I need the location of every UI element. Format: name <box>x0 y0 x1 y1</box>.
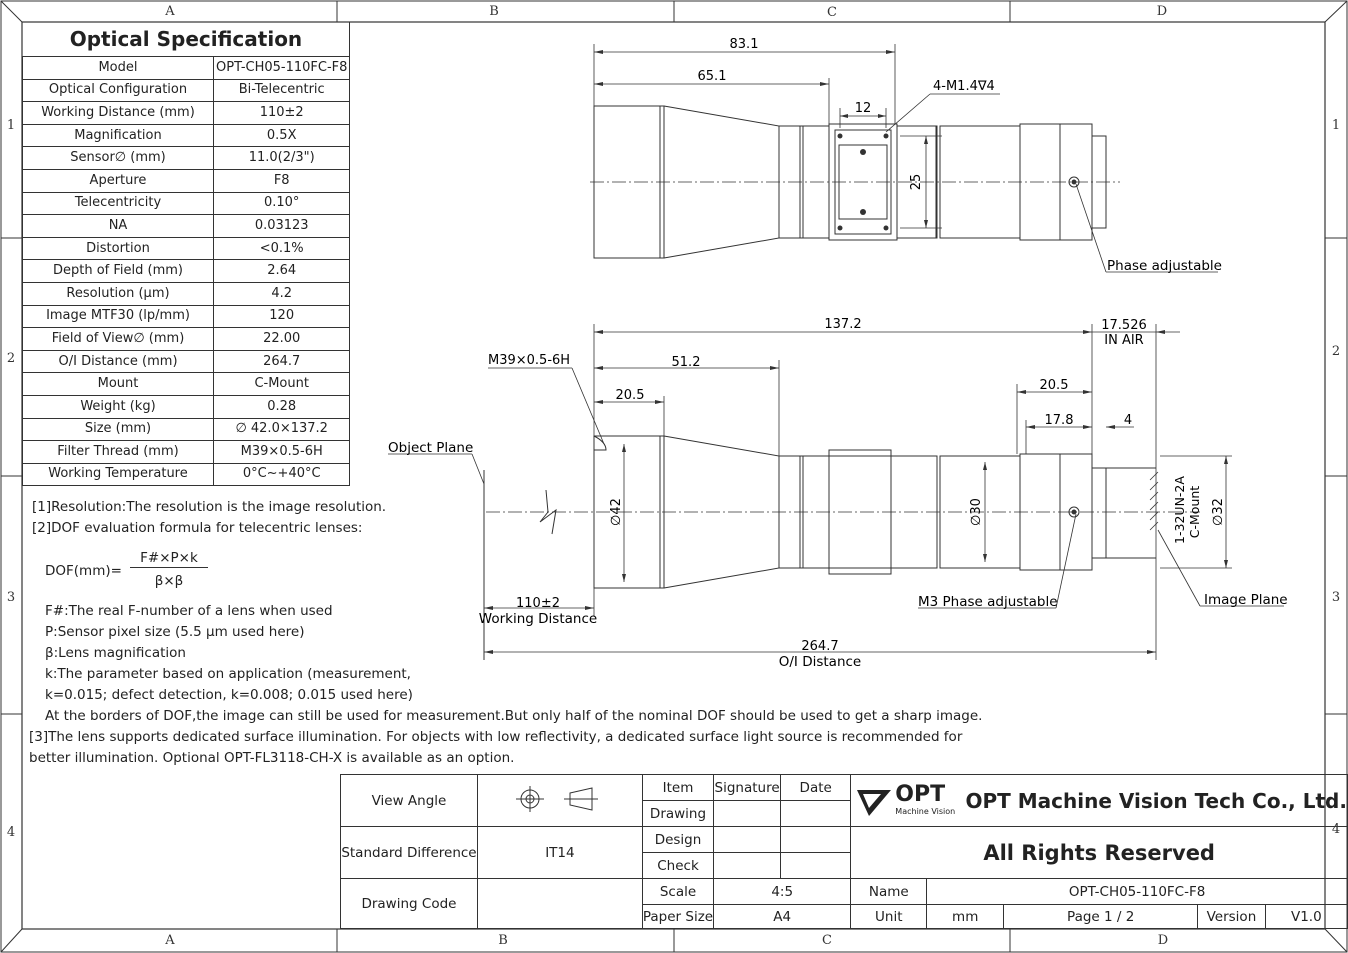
spec-value: 0.10° <box>214 192 350 215</box>
spec-label: Working Distance (mm) <box>23 102 214 125</box>
dim-rear-ring: 17.8 <box>1044 413 1074 428</box>
drawing-row-label: Drawing <box>642 801 713 827</box>
row-label-2-left: 2 <box>6 351 16 366</box>
drawing-signature-cell <box>714 801 781 827</box>
dim-rear-section: 20.5 <box>1039 378 1069 393</box>
view-angle-symbol <box>477 775 642 827</box>
spec-label: Distortion <box>23 237 214 260</box>
spec-value: <0.1% <box>214 237 350 260</box>
dim-front-section: 51.2 <box>671 355 701 370</box>
spec-value: 2.64 <box>214 260 350 283</box>
dim-front-diameter: ∅42 <box>609 498 624 526</box>
dim-plate-width: 12 <box>854 101 872 116</box>
company-name: OPT Machine Vision Tech Co., Ltd. <box>965 788 1347 813</box>
check-signature-cell <box>714 853 781 879</box>
object-plane-label: Object Plane <box>388 440 474 456</box>
spec-label: Field of View∅ (mm) <box>23 328 214 351</box>
in-air-label: IN AIR <box>1104 333 1144 348</box>
opt-logo-mark-icon <box>855 784 893 818</box>
paper-size-label: Paper Size <box>642 905 713 929</box>
drawing-code-label: Drawing Code <box>341 879 478 929</box>
note-k-values: k=0.015; defect detection, k=0.008; 0.015 used here) <box>45 687 413 703</box>
logo-subtext: Machine Vision <box>895 806 956 816</box>
dof-formula-denominator: β×β <box>154 573 184 589</box>
dim-rear-diameter: ∅32 <box>1211 498 1226 526</box>
filter-thread-callout: M39×0.5-6H <box>488 353 571 368</box>
spec-value: 11.0(2/3") <box>214 147 350 170</box>
spec-label: O/I Distance (mm) <box>23 350 214 373</box>
name-label: Name <box>851 879 927 905</box>
spec-value: F8 <box>214 169 350 192</box>
dim-back-focus: 17.526 <box>1101 318 1147 333</box>
note-magnification: β:Lens magnification <box>45 645 186 661</box>
rights-banner: All Rights Reserved <box>851 827 1348 879</box>
note-f-number: F#:The real F-number of a lens when used <box>45 603 333 619</box>
check-row-label: Check <box>642 853 713 879</box>
spec-value: 120 <box>214 305 350 328</box>
oi-distance-label: O/I Distance <box>778 654 862 670</box>
spec-value: 264.7 <box>214 350 350 373</box>
spec-label: Optical Configuration <box>23 79 214 102</box>
row-label-3-left: 3 <box>6 590 16 605</box>
item-header: Item <box>642 775 713 801</box>
spec-label: Telecentricity <box>23 192 214 215</box>
row-label-1-left: 1 <box>6 118 16 133</box>
note-illumination-1: [3]The lens supports dedicated surface illumination. For objects with low reflectivity, a dedicated surface light source is recommended for <box>29 729 963 745</box>
column-label-c-bottom: C <box>822 933 832 948</box>
check-date-cell <box>781 853 851 879</box>
spec-label: Image MTF30 (lp/mm) <box>23 305 214 328</box>
spec-label: Working Temperature <box>23 463 214 486</box>
note-pixel-size: P:Sensor pixel size (5.5 μm used here) <box>45 624 305 640</box>
dim-overall-length: 83.1 <box>729 37 759 52</box>
spec-value: ∅ 42.0×137.2 <box>214 418 350 441</box>
page-number: Page 1 / 2 <box>1004 905 1198 929</box>
row-label-4-left: 4 <box>6 825 16 840</box>
note-illumination-2: better illumination. Optional OPT-FL3118-CH-X is available as an option. <box>29 750 515 766</box>
version-value: V1.0 <box>1265 905 1347 929</box>
name-value: OPT-CH05-110FC-F8 <box>927 879 1348 905</box>
column-label-b-top: B <box>489 4 499 19</box>
spec-value: 0°C~+40°C <box>214 463 350 486</box>
m3-phase-callout: M3 Phase adjustable <box>918 594 1058 610</box>
title-block <box>340 774 1348 929</box>
scale-value: 4:5 <box>714 879 851 905</box>
standard-difference-label: Standard Difference <box>341 827 478 879</box>
spec-value: 4.2 <box>214 282 350 305</box>
signature-header: Signature <box>714 775 781 801</box>
spec-label: NA <box>23 215 214 238</box>
spec-label: Mount <box>23 373 214 396</box>
projection-symbol-icon <box>510 784 610 814</box>
spec-value: 0.28 <box>214 395 350 418</box>
column-label-b-bottom: B <box>498 933 508 948</box>
spec-value: 110±2 <box>214 102 350 125</box>
dim-plate-height: 25 <box>909 173 924 191</box>
date-header: Date <box>781 775 851 801</box>
spec-value: Bi-Telecentric <box>214 79 350 102</box>
logo-text: OPT <box>895 781 946 807</box>
spec-label: Size (mm) <box>23 418 214 441</box>
spec-value: OPT-CH05-110FC-F8 <box>214 57 350 80</box>
scale-label: Scale <box>642 879 713 905</box>
spec-label: Filter Thread (mm) <box>23 441 214 464</box>
dim-front-to-plate: 65.1 <box>697 69 727 84</box>
design-date-cell <box>781 827 851 853</box>
note-dof-intro: [2]DOF evaluation formula for telecentric lenses: <box>32 520 363 536</box>
column-label-a-bottom: A <box>165 933 175 948</box>
view-angle-label: View Angle <box>341 775 478 827</box>
standard-difference-value: IT14 <box>477 827 642 879</box>
dim-front-barrel: 20.5 <box>615 388 645 403</box>
column-label-c-top: C <box>827 5 837 20</box>
spec-label: Aperture <box>23 169 214 192</box>
unit-label: Unit <box>851 905 927 929</box>
spec-label: Model <box>23 57 214 80</box>
note-dof-borders: At the borders of DOF,the image can still be used for measurement.But only half of the nominal DOF should be used to get a sharp image. <box>45 708 983 724</box>
spec-title: Optical Specification <box>23 22 350 57</box>
spec-label: Depth of Field (mm) <box>23 260 214 283</box>
version-label: Version <box>1198 905 1265 929</box>
design-signature-cell <box>714 827 781 853</box>
unit-value: mm <box>927 905 1004 929</box>
spec-label: Resolution (μm) <box>23 282 214 305</box>
company-header <box>851 775 1348 827</box>
note-resolution: [1]Resolution:The resolution is the image resolution. <box>32 499 387 515</box>
drawing-code-value <box>477 879 642 929</box>
working-distance-value: 110±2 <box>516 596 560 611</box>
phase-adjustable-callout: Phase adjustable <box>1107 258 1222 274</box>
spec-label: Sensor∅ (mm) <box>23 147 214 170</box>
column-label-a-top: A <box>165 4 175 19</box>
thread-spec-label: 1-32UN-2A <box>1172 476 1187 544</box>
drawing-date-cell <box>781 801 851 827</box>
screw-callout: 4-M1.4∇4 <box>933 79 995 94</box>
oi-distance-value: 264.7 <box>801 639 839 654</box>
dof-formula-numerator: F#×P×k <box>130 549 208 568</box>
spec-value: 0.5X <box>214 124 350 147</box>
spec-label: Magnification <box>23 124 214 147</box>
dof-formula-label: DOF(mm)= <box>45 563 122 579</box>
column-label-d-bottom: D <box>1157 933 1169 948</box>
dim-mount-offset: 4 <box>1123 413 1133 428</box>
spec-value: M39×0.5-6H <box>214 441 350 464</box>
row-label-1-right: 1 <box>1331 118 1341 133</box>
spec-value: 0.03123 <box>214 215 350 238</box>
row-label-3-right: 3 <box>1331 590 1341 605</box>
spec-label: Weight (kg) <box>23 395 214 418</box>
spec-value: C-Mount <box>214 373 350 396</box>
spec-value: 22.00 <box>214 328 350 351</box>
c-mount-label: C-Mount <box>1187 485 1202 539</box>
row-label-4-right: 4 <box>1331 822 1341 837</box>
column-label-d-top: D <box>1156 4 1168 19</box>
design-row-label: Design <box>642 827 713 853</box>
opt-logo <box>855 781 956 818</box>
working-distance-label: Working Distance <box>478 611 598 627</box>
image-plane-label: Image Plane <box>1204 592 1288 608</box>
paper-size-value: A4 <box>714 905 851 929</box>
row-label-2-right: 2 <box>1331 344 1341 359</box>
note-k-parameter: k:The parameter based on application (measurement, <box>45 666 411 682</box>
dim-lens-length: 137.2 <box>824 317 862 332</box>
dim-body-diameter: ∅30 <box>969 498 984 526</box>
